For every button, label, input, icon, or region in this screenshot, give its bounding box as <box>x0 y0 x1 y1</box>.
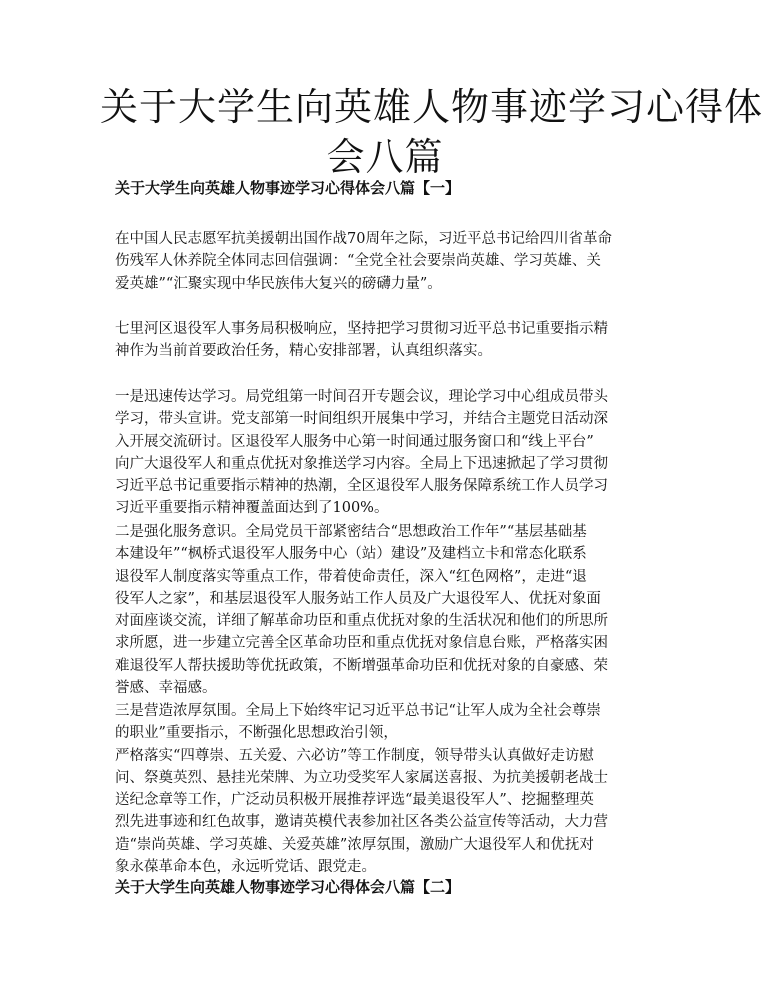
section-heading-2: 关于大学生向英雄人物事迹学习心得体会八篇【二】 <box>115 878 461 896</box>
text-line: 神作为当前首要政治任务，精心安排部署，认真组织落实。 <box>115 343 492 360</box>
text-line: 向广大退役军人和重点优抚对象推送学习内容。全局上下迅速掀起了学习贯彻 <box>115 455 608 472</box>
paragraph-4 <box>115 521 675 699</box>
text-line: 役军人之家”，和基层退役军人服务站工作人员及广大退役军人、优抚对象面 <box>115 590 601 607</box>
text-line: 习近平重要指示精神覆盖面达到了100%。 <box>115 500 389 517</box>
title-line: 关于大学生向英雄人物事迹学习心得体 <box>100 85 764 129</box>
document-title <box>100 82 764 182</box>
text-line: 送纪念章等工作，广泛动员积极开展推荐评选“最美退役军人”、挖掘整理英 <box>115 792 594 809</box>
text-line: 对面座谈交流，详细了解革命功臣和重点优抚对象的生活状况和他们的所思所 <box>115 613 608 630</box>
text-line: 爱英雄”“汇聚实现中华民族伟大复兴的磅礴力量”。 <box>115 275 442 292</box>
text-line: 三是营造浓厚氛围。全局上下始终牢记习近平总书记“让军人成为全社会尊崇 <box>115 703 601 719</box>
text-line: 退役军人制度落实等重点工作，带着使命责任，深入“红色网格”，走进“退 <box>115 568 587 585</box>
text-line: 七里河区退役军人事务局积极响应，坚持把学习贯彻习近平总书记重要指示精 <box>115 321 608 337</box>
section-heading-1: 关于大学生向英雄人物事迹学习心得体会八篇【一】 <box>115 179 461 197</box>
text-line: 二是强化服务意识。全局党员干部紧密结合“思想政治工作年”“基层基础基 <box>115 524 587 540</box>
text-line: 誉感、幸福感。 <box>115 680 217 697</box>
text-line: 的职业”重要指示，不断强化思想政治引领， <box>115 725 398 742</box>
title-line: 会八篇 <box>326 135 444 179</box>
paragraph-1 <box>115 228 675 295</box>
paragraph-3 <box>115 386 675 520</box>
text-line: 象永葆革命本色，永远听党话、跟党走。 <box>115 859 376 876</box>
text-line: 习近平总书记重要指示精神的热潮，全区退役军人服务保障系统工作人员学习 <box>115 478 608 495</box>
text-line: 造“崇尚英雄、学习英雄、关爱英雄”浓厚氛围，激励广大退役军人和优抚对 <box>115 836 594 853</box>
text-line: 学习，带头宣讲。党支部第一时间组织开展集中学习，并结合主题党日活动深 <box>115 411 608 428</box>
text-line: 本建设年”“枫桥式退役军人服务中心（站）建设”及建档立卡和常态化联系 <box>115 546 587 563</box>
text-line: 严格落实“四尊崇、五关爱、六必访”等工作制度，领导带头认真做好走访慰 <box>115 747 594 764</box>
text-line: 求所愿，进一步建立完善全区革命功臣和重点优抚对象信息台账，严格落实困 <box>115 635 608 652</box>
text-line: 在中国人民志愿军抗美援朝出国作战70周年之际，习近平总书记给四川省革命 <box>115 231 612 247</box>
paragraph-5 <box>115 700 675 878</box>
text-line: 入开展交流研讨。区退役军人服务中心第一时间通过服务窗口和“线上平台” <box>115 433 594 450</box>
text-line: 问、祭奠英烈、悬挂光荣牌、为立功受奖军人家属送喜报、为抗美援朝老战士 <box>115 769 608 786</box>
text-line: 伤残军人休养院全体同志回信强调：“全党全社会要崇尚英雄、学习英雄、关 <box>115 253 601 270</box>
text-line: 一是迅速传达学习。局党组第一时间召开专题会议，理论学习中心组成员带头 <box>115 389 608 405</box>
paragraph-2 <box>115 318 675 363</box>
text-line: 烈先进事迹和红色故事，邀请英模代表参加社区各类公益宣传等活动，大力营 <box>115 814 608 831</box>
text-line: 难退役军人帮扶援助等优抚政策，不断增强革命功臣和优抚对象的自豪感、荣 <box>115 657 608 674</box>
